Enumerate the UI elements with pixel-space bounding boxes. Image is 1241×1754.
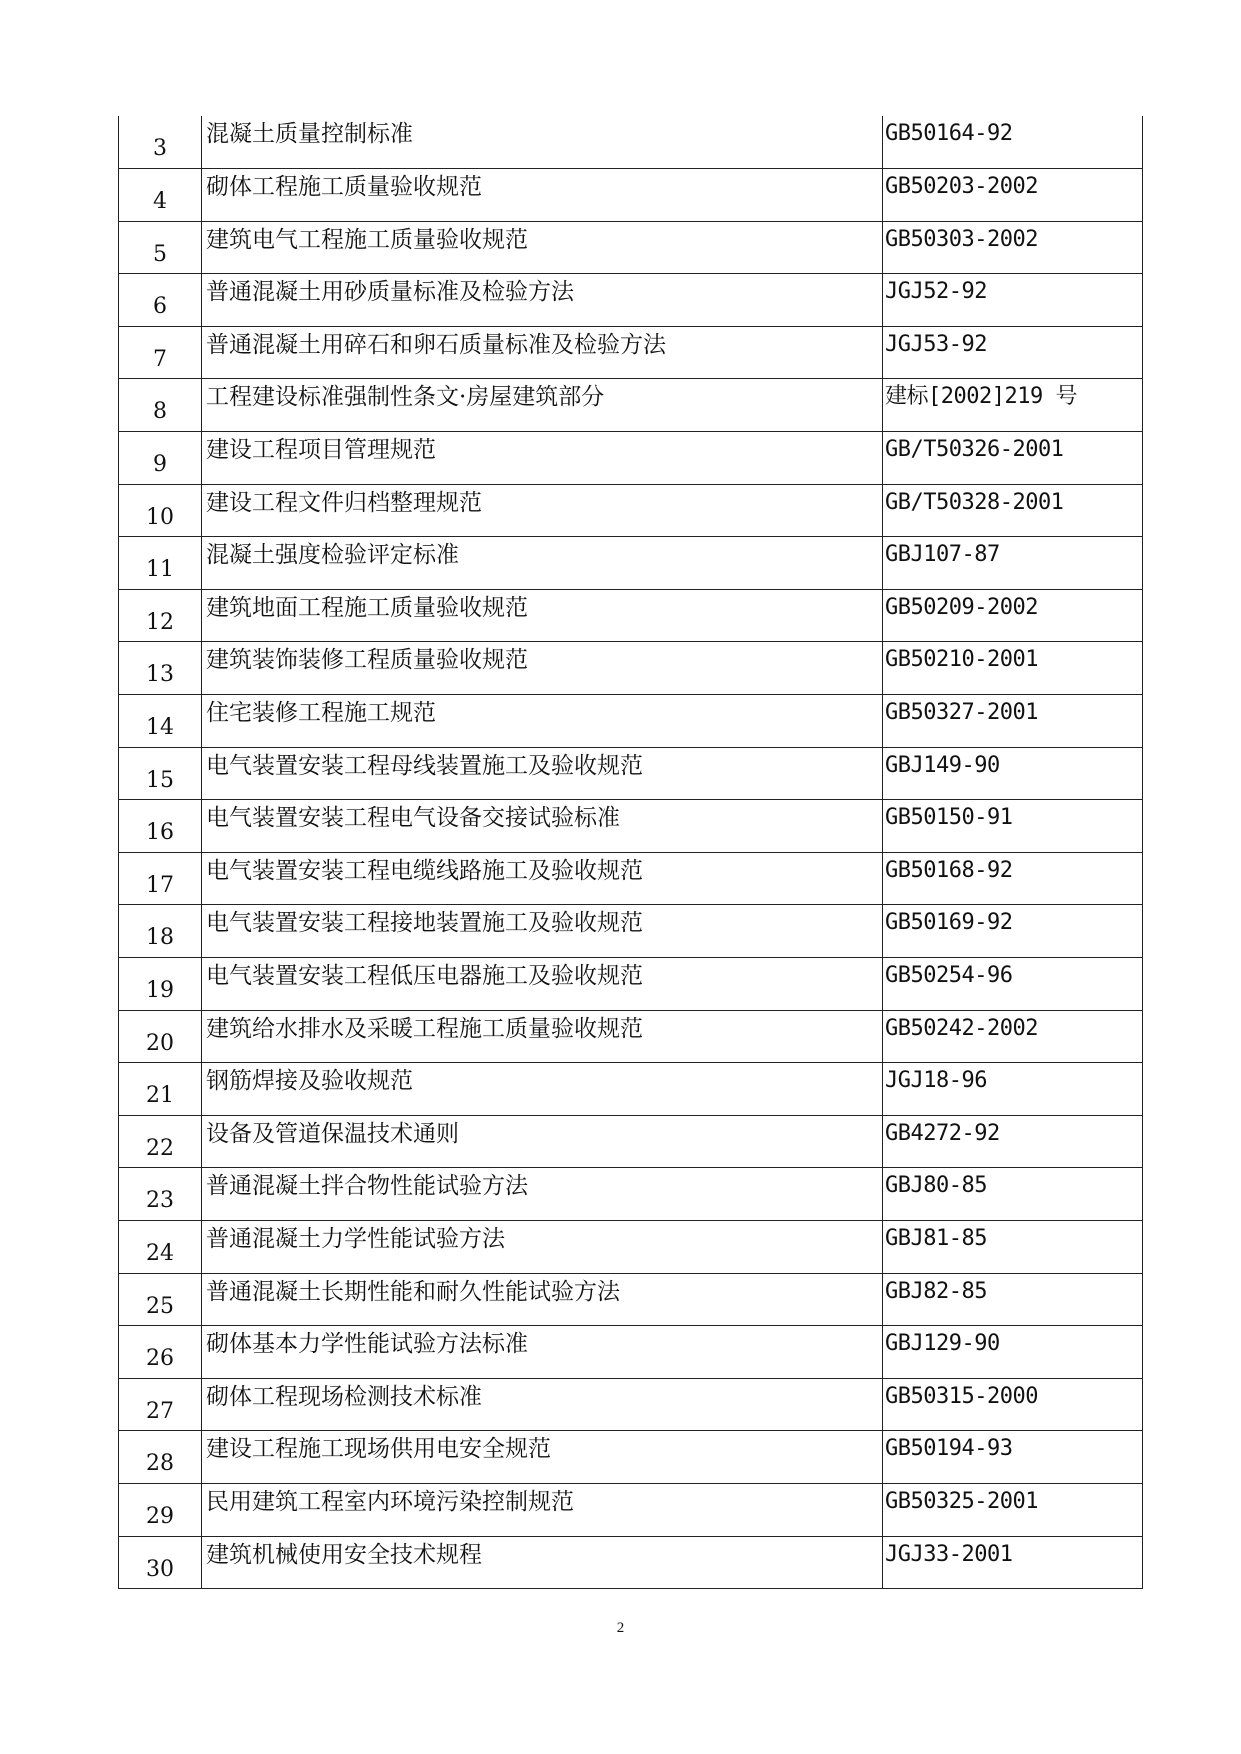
row-number: 3	[119, 116, 202, 169]
table-row	[119, 326, 1143, 379]
row-number: 26	[119, 1326, 202, 1379]
table-row	[119, 274, 1143, 327]
standard-name: 混凝土强度检验评定标准	[202, 537, 883, 590]
table-row	[119, 1536, 1143, 1589]
table-row	[119, 958, 1143, 1011]
standard-code: GB50315-2000	[883, 1378, 1143, 1431]
standard-name: 钢筋焊接及验收规范	[202, 1063, 883, 1116]
table-row	[119, 1168, 1143, 1221]
row-number: 30	[119, 1536, 202, 1589]
standard-name: 设备及管道保温技术通则	[202, 1115, 883, 1168]
table-row	[119, 379, 1143, 432]
standard-code: GB/T50326-2001	[883, 432, 1143, 485]
standard-code: GB50168-92	[883, 852, 1143, 905]
standard-name: 建筑装饰装修工程质量验收规范	[202, 642, 883, 695]
standard-code: GB50242-2002	[883, 1010, 1143, 1063]
standards-table	[118, 116, 1143, 1589]
standard-name: 建筑机械使用安全技术规程	[202, 1536, 883, 1589]
row-number: 12	[119, 589, 202, 642]
standard-code: GBJ80-85	[883, 1168, 1143, 1221]
standard-name: 混凝土质量控制标准	[202, 116, 883, 169]
standard-name: 建筑给水排水及采暖工程施工质量验收规范	[202, 1010, 883, 1063]
standard-code: GB/T50328-2001	[883, 484, 1143, 537]
row-number: 27	[119, 1378, 202, 1431]
standards-table-body	[119, 116, 1143, 1589]
standard-code: GB50150-91	[883, 800, 1143, 853]
table-row	[119, 589, 1143, 642]
standard-name: 普通混凝土长期性能和耐久性能试验方法	[202, 1273, 883, 1326]
table-row	[119, 642, 1143, 695]
standard-name: 建设工程文件归档整理规范	[202, 484, 883, 537]
standard-code: GB50303-2002	[883, 221, 1143, 274]
table-row	[119, 1010, 1143, 1063]
standard-code: JGJ33-2001	[883, 1536, 1143, 1589]
standard-name: 建筑电气工程施工质量验收规范	[202, 221, 883, 274]
table-row	[119, 905, 1143, 958]
table-row	[119, 432, 1143, 485]
standard-name: 电气装置安装工程电气设备交接试验标准	[202, 800, 883, 853]
standard-code: GBJ81-85	[883, 1220, 1143, 1273]
table-row	[119, 1326, 1143, 1379]
standard-name: 电气装置安装工程电缆线路施工及验收规范	[202, 852, 883, 905]
row-number: 4	[119, 169, 202, 222]
standard-name: 砌体工程现场检测技术标准	[202, 1378, 883, 1431]
standard-code: GBJ129-90	[883, 1326, 1143, 1379]
table-row	[119, 695, 1143, 748]
standard-name: 建设工程项目管理规范	[202, 432, 883, 485]
standard-name: 普通混凝土用砂质量标准及检验方法	[202, 274, 883, 327]
row-number: 10	[119, 484, 202, 537]
standard-code: GB50327-2001	[883, 695, 1143, 748]
table-row	[119, 1115, 1143, 1168]
standard-code: 建标[2002]219 号	[883, 379, 1143, 432]
row-number: 8	[119, 379, 202, 432]
standard-name: 普通混凝土用碎石和卵石质量标准及检验方法	[202, 326, 883, 379]
row-number: 19	[119, 958, 202, 1011]
standard-code: GB50209-2002	[883, 589, 1143, 642]
standard-code: GB50325-2001	[883, 1483, 1143, 1536]
standard-code: GBJ82-85	[883, 1273, 1143, 1326]
table-row	[119, 1378, 1143, 1431]
row-number: 20	[119, 1010, 202, 1063]
table-row	[119, 852, 1143, 905]
standard-code: GB50210-2001	[883, 642, 1143, 695]
row-number: 29	[119, 1483, 202, 1536]
row-number: 7	[119, 326, 202, 379]
row-number: 14	[119, 695, 202, 748]
table-row	[119, 537, 1143, 590]
row-number: 9	[119, 432, 202, 485]
standard-name: 砌体基本力学性能试验方法标准	[202, 1326, 883, 1379]
standard-code: GBJ107-87	[883, 537, 1143, 590]
row-number: 28	[119, 1431, 202, 1484]
row-number: 18	[119, 905, 202, 958]
standard-code: JGJ18-96	[883, 1063, 1143, 1116]
row-number: 16	[119, 800, 202, 853]
standard-name: 普通混凝土拌合物性能试验方法	[202, 1168, 883, 1221]
row-number: 25	[119, 1273, 202, 1326]
page-number: 2	[616, 1620, 625, 1636]
standard-name: 住宅装修工程施工规范	[202, 695, 883, 748]
standard-code: GB50194-93	[883, 1431, 1143, 1484]
standard-code: GB50254-96	[883, 958, 1143, 1011]
standard-name: 普通混凝土力学性能试验方法	[202, 1220, 883, 1273]
standard-code: GB4272-92	[883, 1115, 1143, 1168]
table-row	[119, 800, 1143, 853]
standard-name: 电气装置安装工程母线装置施工及验收规范	[202, 747, 883, 800]
table-row	[119, 1063, 1143, 1116]
standard-code: GB50169-92	[883, 905, 1143, 958]
table-row	[119, 169, 1143, 222]
row-number: 24	[119, 1220, 202, 1273]
table-row	[119, 1483, 1143, 1536]
row-number: 17	[119, 852, 202, 905]
standard-name: 砌体工程施工质量验收规范	[202, 169, 883, 222]
table-row	[119, 747, 1143, 800]
standard-code: GB50164-92	[883, 116, 1143, 169]
standard-name: 民用建筑工程室内环境污染控制规范	[202, 1483, 883, 1536]
standard-code: GB50203-2002	[883, 169, 1143, 222]
row-number: 22	[119, 1115, 202, 1168]
standard-name: 电气装置安装工程低压电器施工及验收规范	[202, 958, 883, 1011]
row-number: 13	[119, 642, 202, 695]
row-number: 15	[119, 747, 202, 800]
table-row	[119, 484, 1143, 537]
row-number: 11	[119, 537, 202, 590]
standard-name: 建筑地面工程施工质量验收规范	[202, 589, 883, 642]
row-number: 6	[119, 274, 202, 327]
table-row	[119, 1273, 1143, 1326]
table-row	[119, 116, 1143, 169]
row-number: 21	[119, 1063, 202, 1116]
standard-code: JGJ53-92	[883, 326, 1143, 379]
standard-code: JGJ52-92	[883, 274, 1143, 327]
table-row	[119, 1431, 1143, 1484]
standard-name: 工程建设标准强制性条文·房屋建筑部分	[202, 379, 883, 432]
row-number: 5	[119, 221, 202, 274]
standard-name: 电气装置安装工程接地装置施工及验收规范	[202, 905, 883, 958]
standard-code: GBJ149-90	[883, 747, 1143, 800]
standard-name: 建设工程施工现场供用电安全规范	[202, 1431, 883, 1484]
row-number: 23	[119, 1168, 202, 1221]
table-row	[119, 1220, 1143, 1273]
table-row	[119, 221, 1143, 274]
